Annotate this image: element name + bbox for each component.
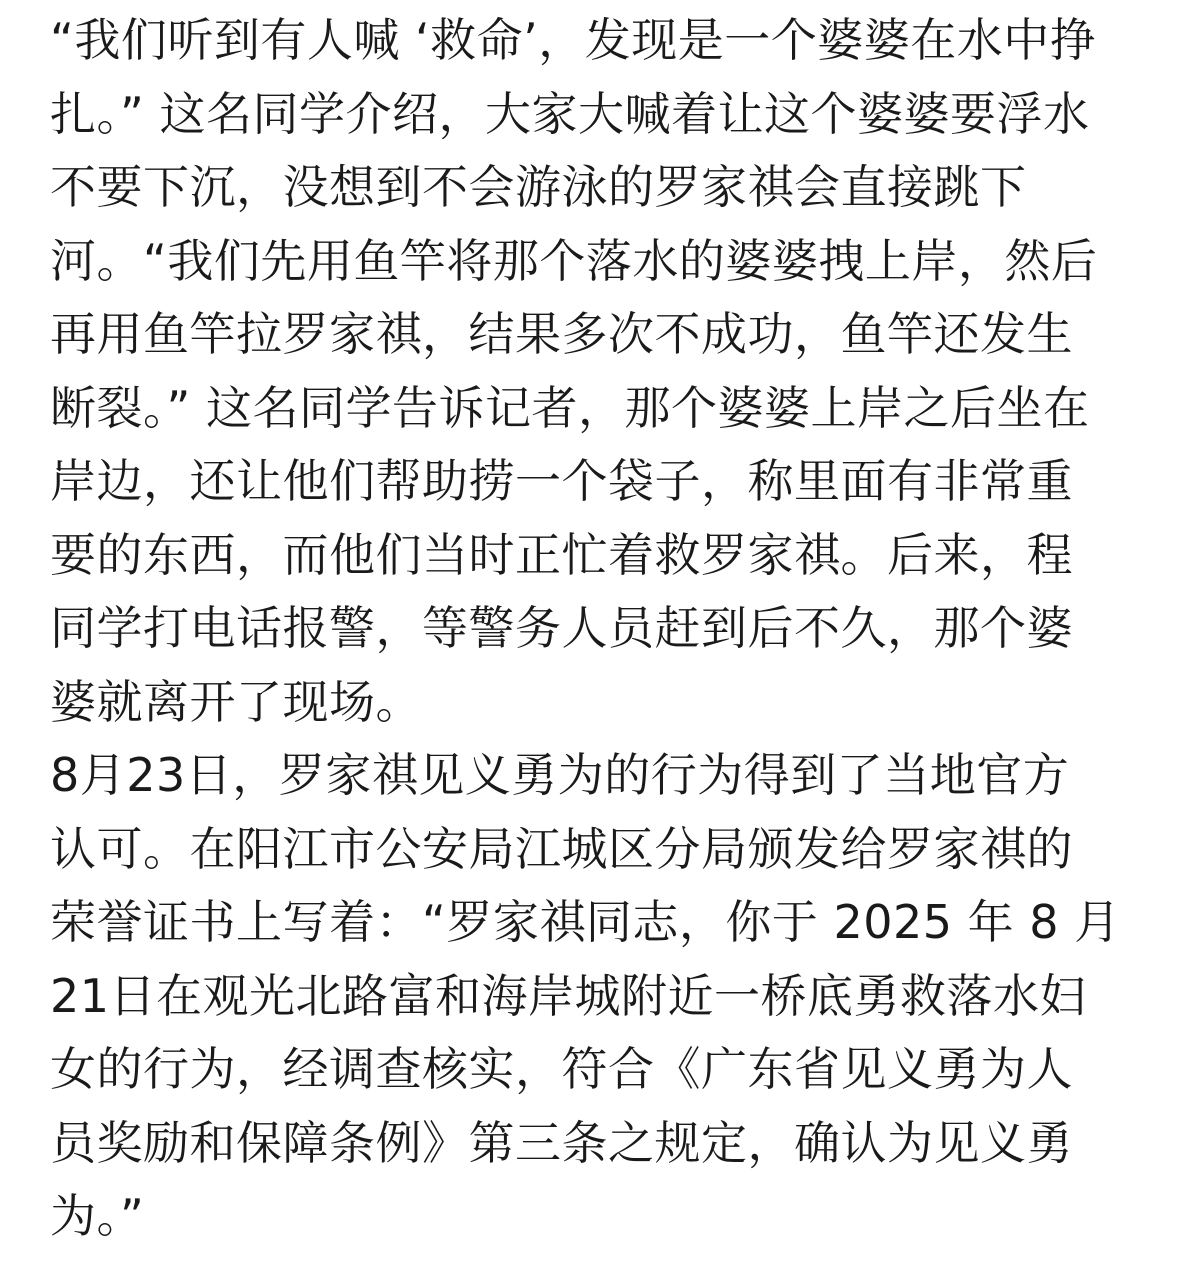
- text-line: 婆就离开了现场。: [50, 674, 422, 729]
- text-line: 荣誉证书上写着：“罗家祺同志，你于 2025 年 8 月: [50, 895, 1121, 949]
- text-line: 认可。在阳江市公安局江城区分局颁发给罗家祺的: [50, 821, 1073, 876]
- text-line: 同学打电话报警，等警务人员赶到后不久，那个婆: [50, 601, 1073, 655]
- text-line: 断裂。” 这名同学告诉记者，那个婆婆上岸之后坐在: [50, 380, 1090, 435]
- text-line: “我们听到有人喊 ‘救命’，发现是一个婆婆在水中挣: [50, 13, 1097, 67]
- text-line: 不要下沉，没想到不会游泳的罗家祺会直接跳下: [50, 160, 1027, 214]
- text-line: 扎。” 这名同学介绍，大家大喊着让这个婆婆要浮水: [50, 86, 1090, 141]
- text-line: 8月23日，罗家祺见义勇为的行为得到了当地官方: [50, 748, 1070, 802]
- text-line: 再用鱼竿拉罗家祺，结果多次不成功，鱼竿还发生: [50, 307, 1073, 361]
- text-line: 女的行为，经调查核实，符合《广东省见义勇为人: [50, 1042, 1073, 1096]
- article-text: [50, 4, 1130, 1254]
- text-line: 员奖励和保障条例》第三条之规定，确认为见义勇: [50, 1115, 1073, 1170]
- text-line: 河。“我们先用鱼竿将那个落水的婆婆拽上岸，然后: [50, 233, 1098, 288]
- text-line: 要的东西，而他们当时正忙着救罗家祺。后来，程: [50, 527, 1073, 582]
- text-line: 为。”: [50, 1189, 145, 1243]
- text-line: 21日在观光北路富和海岸城附近一桥底勇救落水妇: [50, 968, 1087, 1023]
- text-line: 岸边，还让他们帮助捞一个袋子，称里面有非常重: [50, 454, 1073, 508]
